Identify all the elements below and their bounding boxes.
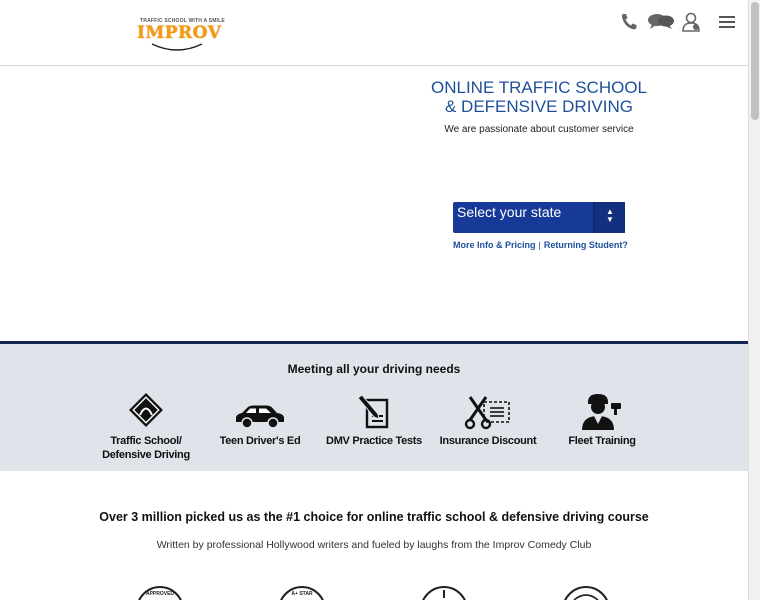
- service-label-line1: DMV Practice Tests: [326, 435, 422, 447]
- service-insurance-discount[interactable]: [431, 390, 545, 448]
- returning-student-link[interactable]: Returning Student?: [543, 240, 628, 250]
- service-label-line1: Fleet Training: [568, 435, 636, 447]
- social-proof-tagline: Over 3 million picked us as the #1 choice for online traffic school & defensive driving course: [99, 510, 649, 524]
- test-pencil-icon: [354, 394, 394, 430]
- service-teen-drivers-ed[interactable]: [203, 390, 317, 448]
- badge-text: A+ STAR: [291, 591, 313, 597]
- logo-smile-icon: [150, 42, 204, 52]
- phone-icon[interactable]: [619, 12, 641, 34]
- chat-icon[interactable]: [647, 12, 675, 34]
- hero-subtitle: We are passionate about customer service: [444, 124, 634, 135]
- badge-text: APPROVED: [145, 591, 175, 597]
- service-dmv-practice-tests[interactable]: [317, 390, 431, 448]
- service-label-line2: Defensive Driving: [102, 449, 190, 461]
- star-rating-badge-icon: [278, 586, 326, 600]
- services-title: Meeting all your driving needs: [287, 362, 461, 376]
- scissors-coupon-icon: [464, 394, 512, 430]
- select-arrows-icon: ▲ ▼: [593, 202, 625, 233]
- service-traffic-school[interactable]: [89, 390, 203, 462]
- hero-links: [453, 240, 628, 250]
- logo-brand: IMPROV: [137, 23, 222, 43]
- more-info-link[interactable]: More Info & Pricing: [453, 240, 536, 250]
- site-header: [0, 0, 748, 66]
- car-icon: [234, 404, 286, 430]
- page-scrollbar[interactable]: [748, 0, 760, 600]
- menu-icon[interactable]: [717, 12, 739, 34]
- hero-title-line2: & DEFENSIVE DRIVING: [445, 97, 633, 116]
- hero-title-line1: ONLINE TRAFFIC SCHOOL: [431, 78, 647, 97]
- service-label-line1: Insurance Discount: [439, 435, 537, 447]
- scrollbar-thumb[interactable]: [751, 2, 759, 120]
- driver-icon: [580, 394, 624, 430]
- seal-badge-icon: [562, 586, 610, 600]
- state-select-label: Select your state: [457, 204, 562, 220]
- service-label-line1: Teen Driver's Ed: [219, 435, 301, 447]
- state-select[interactable]: [453, 202, 625, 233]
- improv-logo[interactable]: [136, 18, 225, 52]
- award-badge-icon: [420, 586, 468, 600]
- account-icon[interactable]: [681, 12, 703, 34]
- approved-badge-icon: [136, 586, 184, 600]
- service-label-line1: Traffic School/: [110, 435, 182, 447]
- social-proof-subtagline: Written by professional Hollywood writers and fueled by laughs from the Improv Comedy Club: [156, 539, 592, 551]
- hero-title: [420, 78, 658, 116]
- road-sign-icon: [126, 390, 166, 430]
- logo-tagline: TRAFFIC SCHOOL WITH A SMILE: [140, 18, 225, 24]
- services-band: [0, 341, 748, 471]
- service-fleet-training[interactable]: [545, 390, 659, 448]
- link-separator: |: [538, 240, 541, 250]
